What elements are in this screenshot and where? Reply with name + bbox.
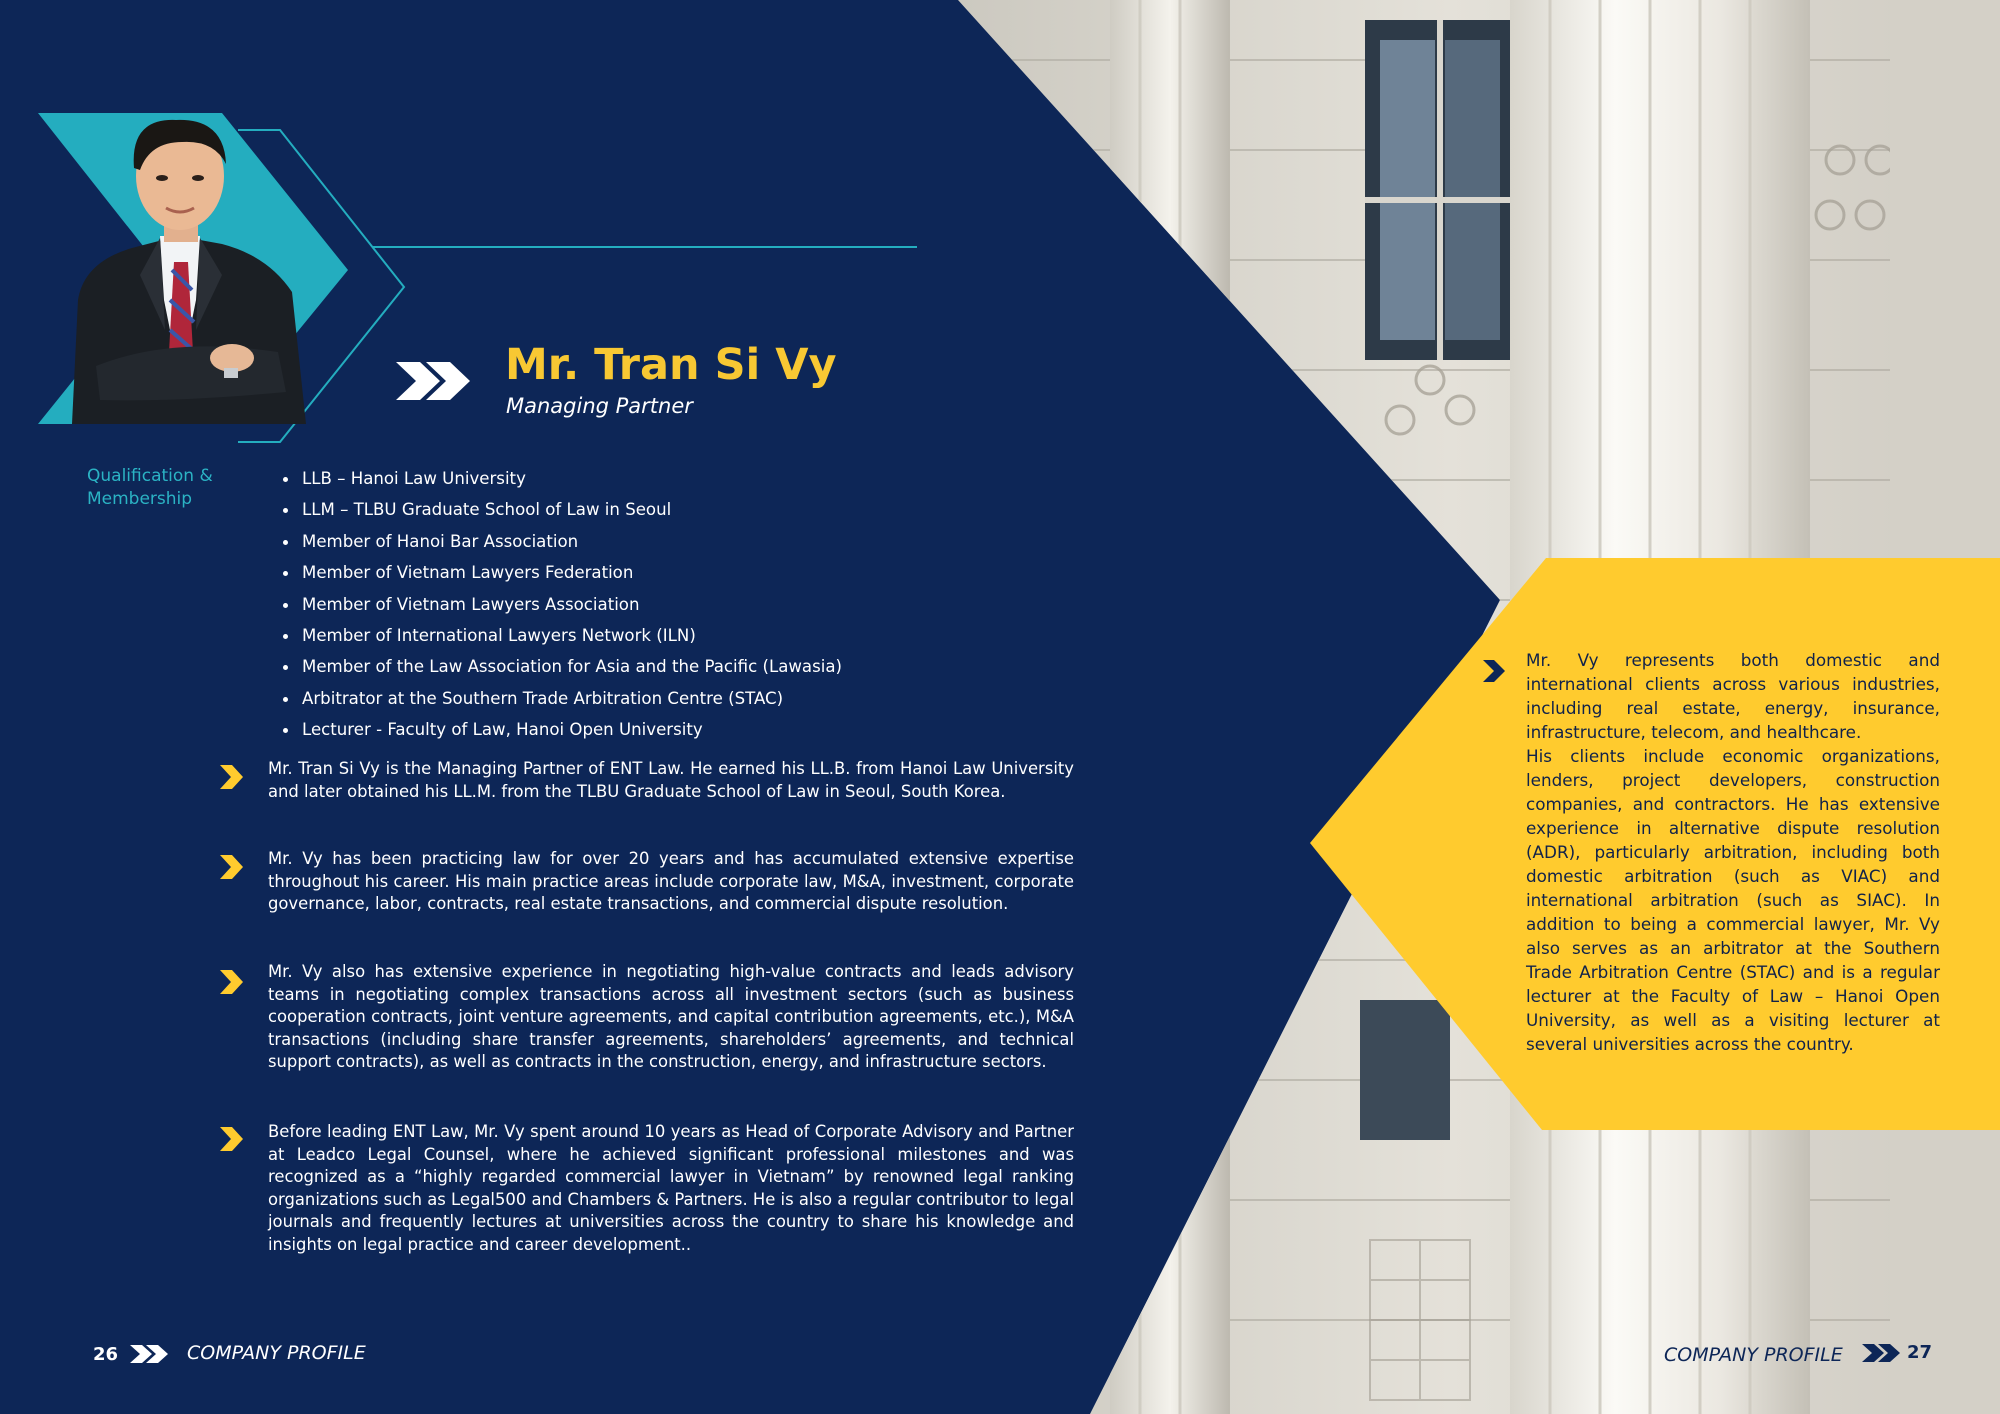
bio-paragraph-3: Mr. Vy also has extensive experience in negotiating high-value contracts and leads advisory teams in negotiating complex transactions across all investment sectors (such as business cooperation contracts, joint venture agreements, and capital contribution agreements, etc.), M&A transactions (including share transfer agreements, shareholders’ agreements, and technical support contracts), as well as contracts in the construction, energy, and infrastructure sectors. xyxy=(268,962,1074,1072)
page-number-right: 27 xyxy=(1907,1342,1933,1363)
bio-paragraph-4: Before leading ENT Law, Mr. Vy spent around 10 years as Head of Corporate Advisory and Partner at Leadco Legal Counsel, where he achieved significant professional milestones and was recognized as a “highly regarded commercial lawyer in Vietnam” by renowned legal ranking organizations such as Legal500 and Chambers & Partners. He is also a regular contributor to legal journals and frequently lectures at universities across the country to share his knowledge and insights on legal practice and career development.. xyxy=(268,1122,1074,1254)
qualification-item: Lecturer - Faculty of Law, Hanoi Open University xyxy=(278,714,842,745)
qualification-list xyxy=(278,463,842,746)
footer-label-right: COMPANY PROFILE xyxy=(1664,1344,1843,1366)
clients-summary-text: Mr. Vy represents both domestic and international clients across various industries, including real estate, energy, insurance, infrastructure, telecom, and healthcare. His clients include economic organizations, lenders, project developers, construction companies, and contractors. He has extensive experience in alternative dispute resolution (ADR), particularly arbitration, including both domestic arbitration (such as VIAC) and international arbitration (such as SIAC). In addition to being a commercial lawyer, Mr. Vy also serves as an arbitrator at the Southern Trade Arbitration Centre (STAC) and is a regular lecturer at the Faculty of Law – Hanoi Open University, as well as a visiting lecturer at several universities across the country. xyxy=(1526,650,1940,1054)
person-title: Managing Partner xyxy=(506,394,693,418)
qualification-item: Member of Vietnam Lawyers Association xyxy=(278,589,842,620)
qualification-item: Member of Vietnam Lawyers Federation xyxy=(278,557,842,588)
qualification-label: Qualification & Membership xyxy=(87,466,213,509)
footer-label-left: COMPANY PROFILE xyxy=(187,1342,366,1364)
qualification-item: Arbitrator at the Southern Trade Arbitration Centre (STAC) xyxy=(278,683,842,714)
qualification-item: Member of International Lawyers Network (ILN) xyxy=(278,620,842,651)
qualification-item: LLB – Hanoi Law University xyxy=(278,463,842,494)
page-number-left: 26 xyxy=(93,1344,119,1365)
qualification-item: Member of the Law Association for Asia and the Pacific (Lawasia) xyxy=(278,651,842,682)
bio-paragraph-1: Mr. Tran Si Vy is the Managing Partner of ENT Law. He earned his LL.B. from Hanoi Law University and later obtained his LL.M. from the TLBU Graduate School of Law in Seoul, South Korea. xyxy=(268,759,1074,801)
qualification-item: LLM – TLBU Graduate School of Law in Seoul xyxy=(278,494,842,525)
qualification-item: Member of Hanoi Bar Association xyxy=(278,526,842,557)
bio-paragraph-2: Mr. Vy has been practicing law for over 20 years and has accumulated extensive expertise throughout his career. His main practice areas include corporate law, M&A, investment, corporate governance, labor, contracts, real estate transactions, and commercial dispute resolution. xyxy=(268,849,1074,914)
person-name: Mr. Tran Si Vy xyxy=(505,340,837,390)
